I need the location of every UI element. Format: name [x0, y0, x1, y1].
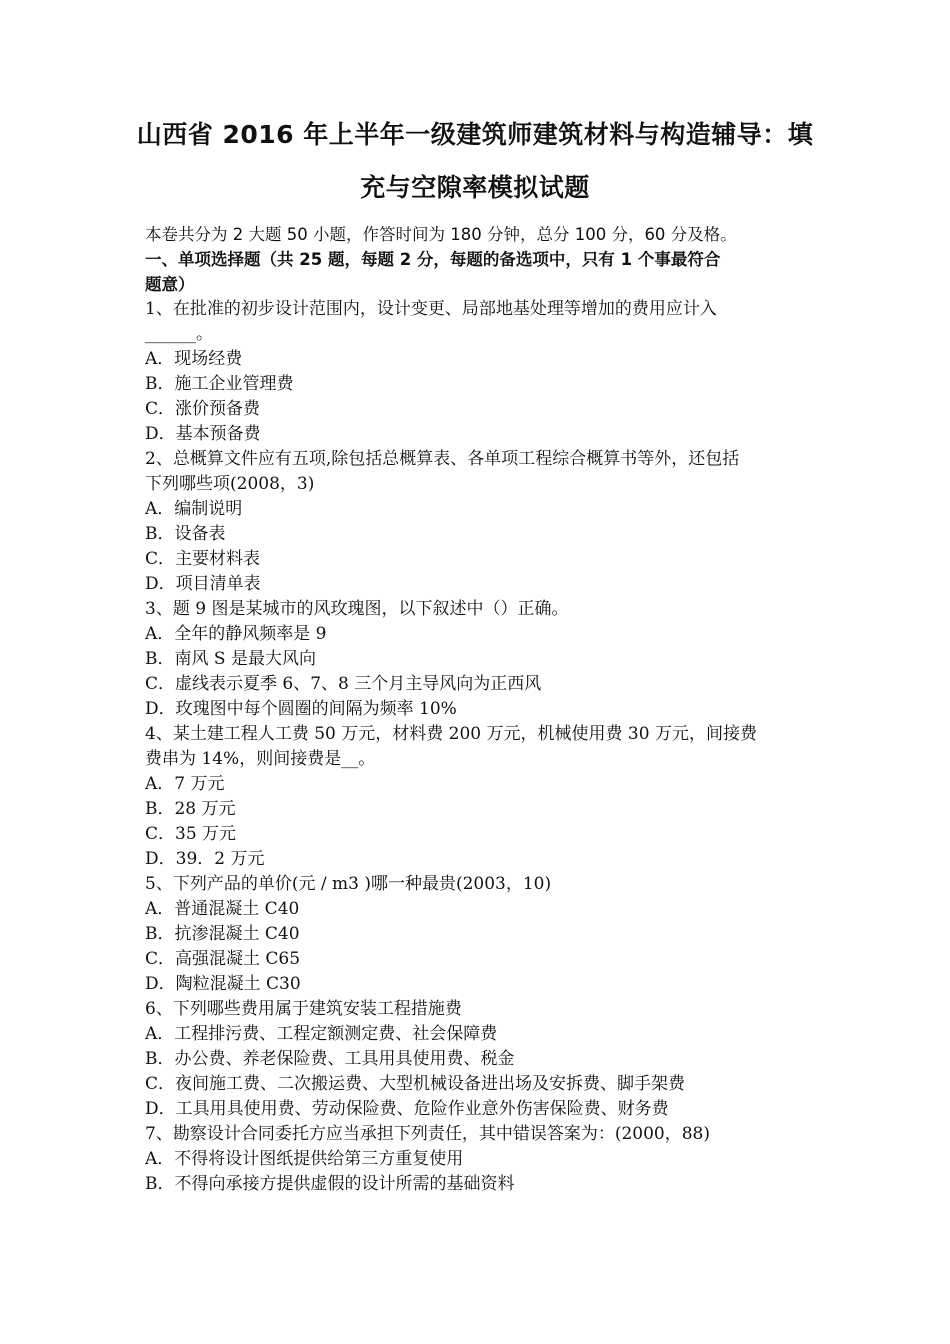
answer-option: A．全年的静风频率是 9 — [145, 624, 327, 644]
answer-option: B．设备表 — [145, 524, 226, 544]
answer-option: C．主要材料表 — [145, 549, 261, 569]
question-stem: 5、下列产品的单价(元 / m3 )哪一种最贵(2003，10) — [145, 874, 552, 894]
answer-option: C．涨价预备费 — [145, 399, 261, 419]
answer-option: B．28 万元 — [145, 799, 236, 819]
question-stem: 3、题 9 图是某城市的风玫瑰图，以下叙述中（）正确。 — [145, 599, 569, 619]
answer-option: D．工具用具使用费、劳动保险费、危险作业意外伤害保险费、财务费 — [145, 1099, 669, 1119]
answer-option: B．抗渗混凝土 C40 — [145, 924, 300, 944]
exam-intro: 本卷共分为 2 大题 50 小题，作答时间为 180 分钟，总分 100 分，60 分及格。 — [145, 225, 737, 244]
answer-option: A．工程排污费、工程定额测定费、社会保障费 — [145, 1024, 498, 1044]
question-stem: ______。 — [145, 324, 213, 344]
answer-option: B．南风 S 是最大风向 — [145, 649, 316, 669]
question-stem: 4、某土建工程人工费 50 万元，材料费 200 万元，机械使用费 30 万元，间接费 — [145, 724, 757, 744]
question-stem: 下列哪些项(2008，3) — [145, 474, 315, 494]
document-title-line-1: 山西省 2016 年上半年一级建筑师建筑材料与构造辅导：填 — [136, 120, 814, 149]
answer-option: B．办公费、养老保险费、工具用具使用费、税金 — [145, 1049, 515, 1069]
answer-option: A．现场经费 — [145, 349, 243, 369]
answer-option: B．不得向承接方提供虚假的设计所需的基础资料 — [145, 1174, 515, 1194]
section-heading-line-2: 题意） — [145, 275, 195, 294]
question-stem: 2、总概算文件应有五项,除包括总概算表、各单项工程综合概算书等外，还包括 — [145, 449, 740, 469]
answer-option: D．陶粒混凝土 C30 — [145, 974, 301, 994]
answer-option: A．普通混凝土 C40 — [145, 899, 300, 919]
answer-option: C．虚线表示夏季 6、7、8 三个月主导风向为正西风 — [145, 674, 542, 694]
question-stem: 1、在批准的初步设计范围内，设计变更、局部地基处理等增加的费用应计入 — [145, 299, 717, 319]
question-stem: 6、下列哪些费用属于建筑安装工程措施费 — [145, 999, 462, 1019]
section-heading-line-1: 一、单项选择题（共 25 题，每题 2 分，每题的备选项中，只有 1 个事最符合 — [145, 250, 721, 269]
answer-option: D．基本预备费 — [145, 424, 261, 444]
answer-option: C．35 万元 — [145, 824, 237, 844]
answer-option: A．编制说明 — [145, 499, 243, 519]
question-stem: 费串为 14%，则间接费是__。 — [145, 749, 376, 769]
answer-option: C．高强混凝土 C65 — [145, 949, 301, 969]
answer-option: D．玫瑰图中每个圆圈的间隔为频率 10% — [145, 699, 457, 719]
document-title-line-2: 充与空隙率模拟试题 — [360, 173, 590, 202]
answer-option: C．夜间施工费、二次搬运费、大型机械设备进出场及安拆费、脚手架费 — [145, 1074, 686, 1094]
answer-option: B．施工企业管理费 — [145, 374, 294, 394]
answer-option: D．项目清单表 — [145, 574, 261, 594]
question-stem: 7、勘察设计合同委托方应当承担下列责任，其中错误答案为：(2000，88) — [145, 1124, 710, 1144]
answer-option: A．不得将设计图纸提供给第三方重复使用 — [145, 1149, 464, 1169]
answer-option: A．7 万元 — [145, 774, 225, 794]
answer-option: D．39．2 万元 — [145, 849, 265, 869]
